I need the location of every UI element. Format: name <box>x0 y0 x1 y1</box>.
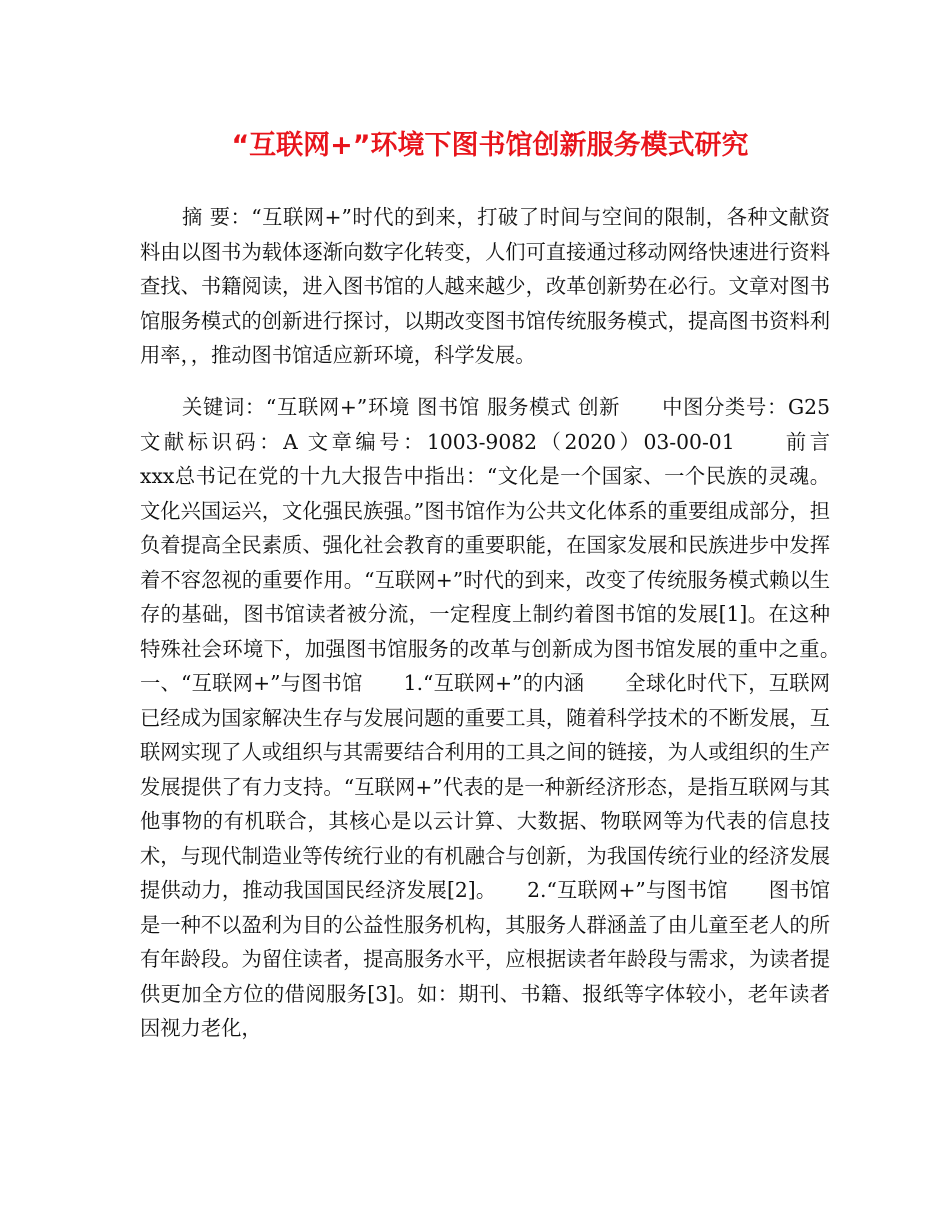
abstract-paragraph: 摘 要：“互联网+”时代的到来，打破了时间与空间的限制，各种文献资料由以图书为载体逐渐向数字化转变，人们可直接通过移动网络快速进行资料查找、书籍阅读，进入图书馆的人越来越少，改革创新势在必行。文章对图书馆服务模式的创新进行探讨，以期改变图书馆传统服务模式，提高图书资料利用率，，推动图书馆适应新环境，科学发展。 <box>140 205 830 367</box>
body-paragraph: 关键词：“互联网+”环境 图书馆 服务模式 创新 中图分类号：G25 文献标识码：A 文章编号：1003-9082（2020）03-00-01 前言 xxx总书记在党的十九大报告中指出：“文化是一个国家、一个民族的灵魂。文化兴国运兴，文化强民族强。”图书馆作为公共文化体系的重要组成部分，担负着提高全民素质、强化社会教育的重要职能，在国家发展和民族进步中发挥着不容忽视的重要作用。“互联网+”时代的到来，改变了传统服务模式赖以生存的基础，图书馆读者被分流，一定程度上制约着图书馆的发展[1]。在这种特殊社会环境下，加强图书馆服务的改革与创新成为图书馆发展的重中之重。 一、“互联网+”与图书馆 1.“互联网+”的内涵 全球化时代下，互联网已经成为国家解决生存与发展问题的重要工具，随着科学技术的不断发展，互联网实现了人或组织与其需要结合利用的工具之间的链接，为人或组织的生产发展提供了有力支持。“互联网+”代表的是一种新经济形态，是指互联网与其他事物的有机联合，其核心是以云计算、大数据、物联网等为代表的信息技术，与现代制造业等传统行业的有机融合与创新，为我国传统行业的经济发展提供动力，推动我国国民经济发展[2]。 2.“互联网+”与图书馆 图书馆是一种不以盈利为目的公益性服务机构，其服务人群涵盖了由儿童至老人的所有年龄段。为留住读者，提高服务水平，应根据读者年龄段与需求，为读者提供更加全方位的借阅服务[3]。如：期刊、书籍、报纸等字体较小，老年读者因视力老化， <box>140 395 871 1040</box>
document-title: “互联网+”环境下图书馆创新服务模式研究 <box>231 130 749 161</box>
